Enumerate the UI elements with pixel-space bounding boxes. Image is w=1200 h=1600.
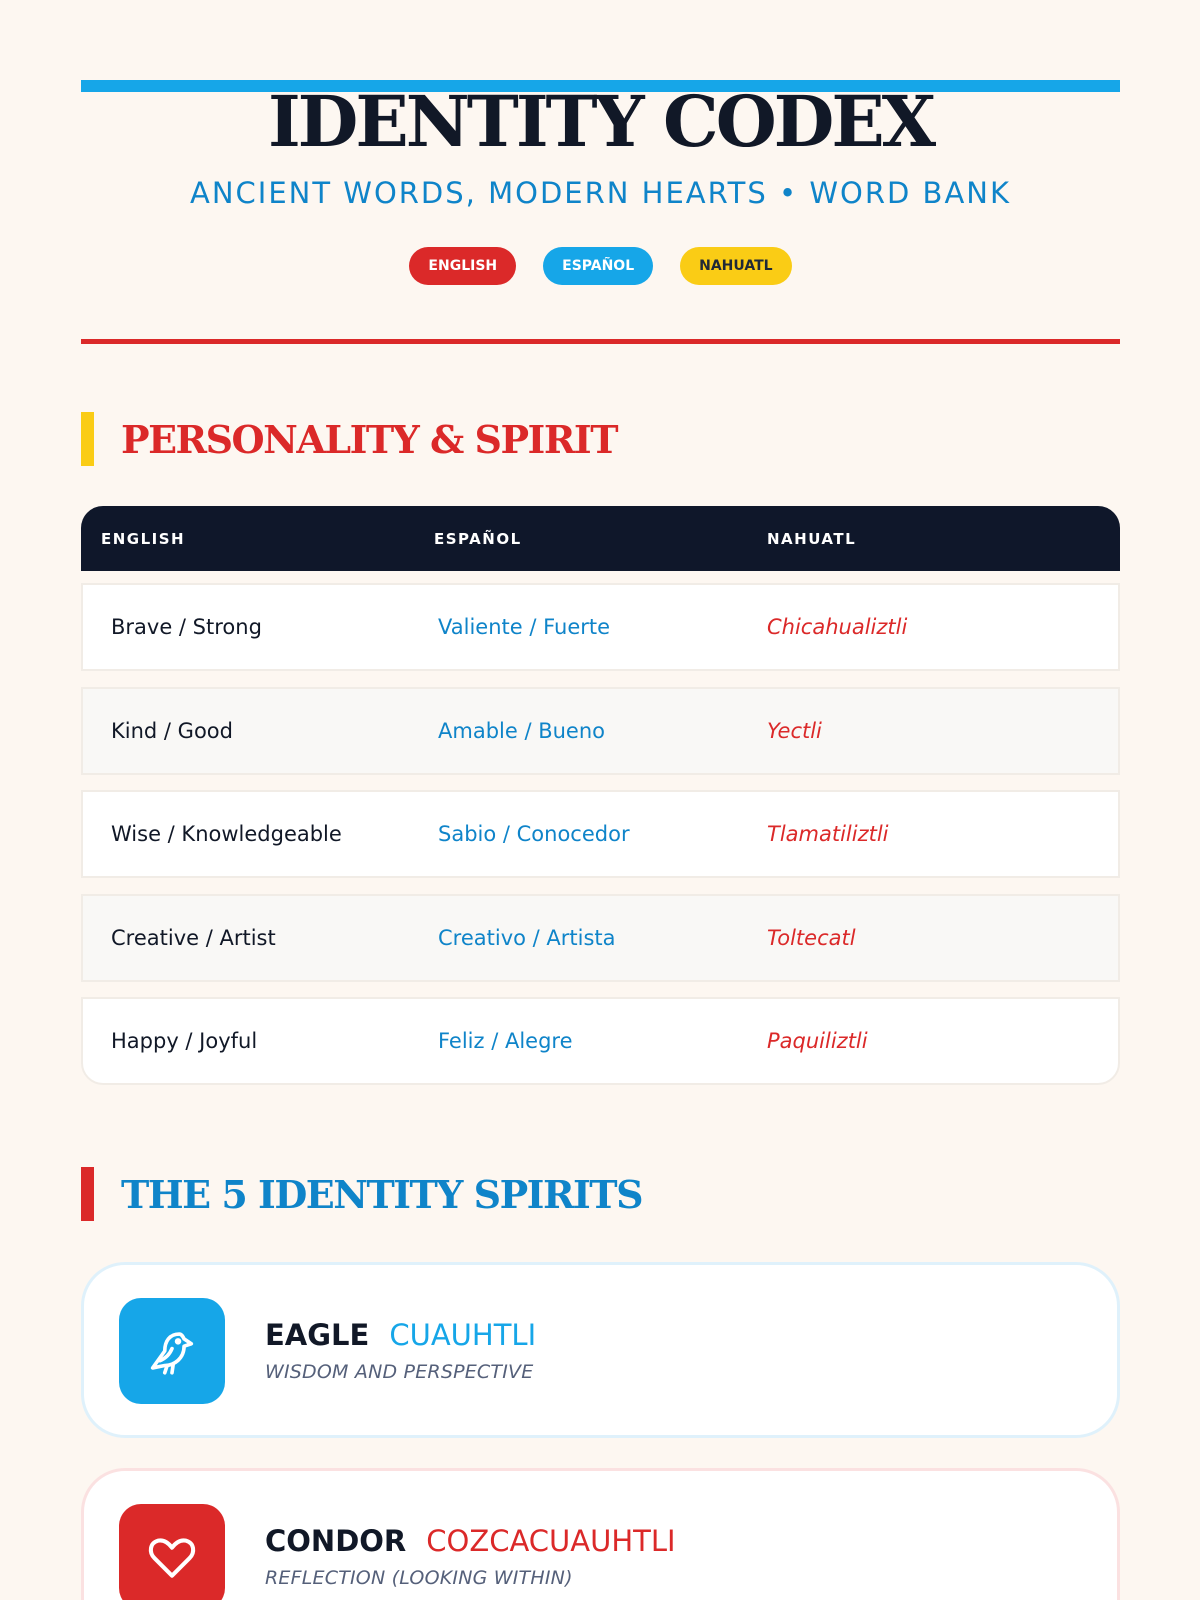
table-row xyxy=(81,583,1120,671)
spirit-nahuatl-name: CUAUHTLI xyxy=(389,1318,537,1352)
cell-nahuatl: Paquiliztli xyxy=(767,1029,868,1053)
spirit-english-name: CONDOR xyxy=(265,1524,407,1558)
cell-espanol: Sabio / Conocedor xyxy=(438,822,630,846)
spirit-english-name: EAGLE xyxy=(265,1318,370,1352)
spirit-card-condor xyxy=(81,1468,1120,1600)
spirit-icon-tile xyxy=(119,1504,225,1600)
section-accent-bar xyxy=(81,1167,94,1221)
cell-espanol: Feliz / Alegre xyxy=(438,1029,573,1053)
language-pill-espanol: ESPAÑOL xyxy=(543,247,653,285)
spirit-icon-tile xyxy=(119,1298,225,1404)
page-subtitle: ANCIENT WORDS, MODERN HEARTS • WORD BANK xyxy=(190,176,1011,210)
table-row xyxy=(81,687,1120,775)
spirits-section-title: THE 5 IDENTITY SPIRITS xyxy=(121,1171,643,1217)
spirits-section-header xyxy=(81,1167,1120,1221)
bird-icon xyxy=(143,1322,201,1380)
language-pill-english: ENGLISH xyxy=(409,247,516,285)
cell-nahuatl: Yectli xyxy=(767,719,822,743)
cell-espanol: Valiente / Fuerte xyxy=(438,615,611,639)
heart-icon xyxy=(144,1529,200,1585)
header-divider xyxy=(81,339,1120,344)
cell-english: Wise / Knowledgeable xyxy=(111,822,342,846)
column-header-english: ENGLISH xyxy=(101,529,186,548)
spirit-name xyxy=(265,1524,676,1558)
word-table-header xyxy=(81,506,1120,571)
cell-english: Brave / Strong xyxy=(111,615,262,639)
column-header-nahuatl: NAHUATL xyxy=(767,529,857,548)
spirit-description: REFLECTION (LOOKING WITHIN) xyxy=(265,1567,573,1589)
spirit-card-eagle xyxy=(81,1262,1120,1438)
spirit-nahuatl-name: COZCACUAUHTLI xyxy=(426,1524,676,1558)
section-accent-bar xyxy=(81,412,94,466)
spirit-description: WISDOM AND PERSPECTIVE xyxy=(265,1361,534,1383)
page-title: IDENTITY CODEX xyxy=(267,80,934,163)
table-row xyxy=(81,790,1120,878)
language-pills xyxy=(81,247,1120,285)
cell-nahuatl: Toltecatl xyxy=(767,926,856,950)
table-row xyxy=(81,894,1120,982)
cell-english: Kind / Good xyxy=(111,719,233,743)
cell-english: Creative / Artist xyxy=(111,926,276,950)
personality-section-header xyxy=(81,412,1120,466)
cell-nahuatl: Tlamatiliztli xyxy=(767,822,889,846)
column-header-espanol: ESPAÑOL xyxy=(434,529,522,548)
spirit-name xyxy=(265,1318,536,1352)
table-row xyxy=(81,997,1120,1085)
cell-espanol: Creativo / Artista xyxy=(438,926,616,950)
cell-espanol: Amable / Bueno xyxy=(438,719,605,743)
language-pill-nahuatl: NAHUATL xyxy=(680,247,791,285)
cell-english: Happy / Joyful xyxy=(111,1029,258,1053)
cell-nahuatl: Chicahualiztli xyxy=(767,615,908,639)
personality-section-title: PERSONALITY & SPIRIT xyxy=(121,416,617,462)
